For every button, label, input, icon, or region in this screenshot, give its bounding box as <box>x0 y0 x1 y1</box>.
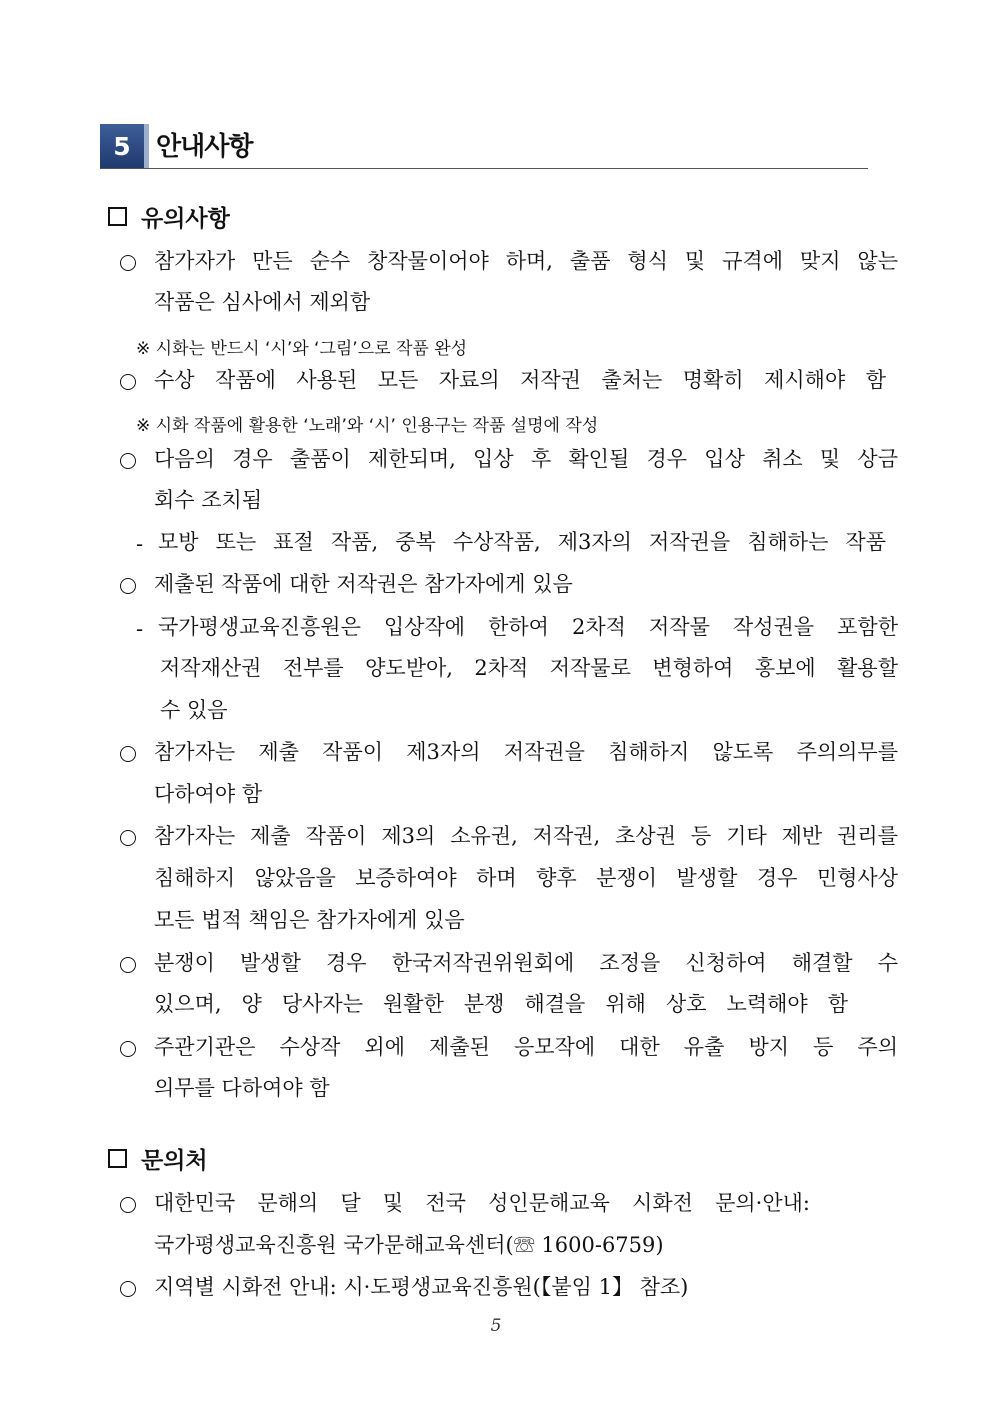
notes-b1-note: ※ 시화는 반드시 ‘시’와 ‘그림’으로 작품 완성 <box>136 339 468 359</box>
notes-b6-line3: 모든 법적 책임은 참가자에게 있음 <box>154 908 465 932</box>
notes-b3-line1: 다음의 경우 출품이 제한되며, 입상 후 확인될 경우 입상 취소 및 상금 <box>154 447 898 471</box>
notes-b1-line2: 작품은 심사에서 제외함 <box>154 290 371 314</box>
dash-marker: - <box>136 532 144 556</box>
notes-b4-line1: 제출된 작품에 대한 저작권은 참가자에게 있음 <box>154 572 573 596</box>
notes-b1-line1: 참가자가 만든 순수 창작물이어야 하며, 출품 형식 및 규격에 맞지 않는 <box>154 249 898 273</box>
checkbox-square-icon <box>108 1149 127 1168</box>
circle-bullet-icon <box>120 453 136 469</box>
section-number: 5 <box>100 124 144 168</box>
circle-bullet-icon <box>120 830 136 846</box>
notes-b5-line1: 참가자는 제출 작품이 제3자의 저작권을 침해하지 않도록 주의의무를 <box>154 740 898 764</box>
notes-b4-sub-line3: 수 있음 <box>160 698 228 722</box>
contact-c1-line1: 대한민국 문해의 달 및 전국 성인문해교육 시화전 문의·안내: <box>154 1191 810 1215</box>
notes-b7-line2: 있으며, 양 당사자는 원활한 분쟁 해결을 위해 상호 노력해야 함 <box>154 992 848 1016</box>
circle-bullet-icon <box>120 255 136 271</box>
notes-b3-sub: 모방 또는 표절 작품, 중복 수상작품, 제3자의 저작권을 침해하는 작품 <box>158 530 886 554</box>
page-number: 5 <box>490 1316 502 1336</box>
header-divider <box>100 168 868 169</box>
section-header <box>100 122 868 170</box>
notes-b4-sub-line2: 저작재산권 전부를 양도받아, 2차적 저작물로 변형하여 홍보에 활용할 <box>160 656 898 680</box>
dash-marker: - <box>136 617 144 641</box>
contact-heading <box>108 1142 208 1175</box>
section-title: 안내사항 <box>156 132 253 162</box>
notes-heading-label: 유의사항 <box>141 206 230 232</box>
notes-b5-line2: 다하여야 함 <box>154 782 263 806</box>
contact-c1-line2: 국가평생교육진흥원 국가문해교육센터(☏ 1600-6759) <box>154 1233 664 1257</box>
notes-b2-line1: 수상 작품에 사용된 모든 자료의 저작권 출처는 명확히 제시해야 함 <box>154 368 886 392</box>
circle-bullet-icon <box>120 1197 136 1213</box>
notes-b4-sub-line1: 국가평생교육진흥원은 입상작에 한하여 2차적 저작물 작성권을 포함한 <box>158 615 898 639</box>
circle-bullet-icon <box>120 374 136 390</box>
notes-b3-line2: 회수 조치됨 <box>154 488 263 512</box>
notes-b2-note: ※ 시화 작품에 활용한 ‘노래’와 ‘시’ 인용구는 작품 설명에 작성 <box>136 416 599 436</box>
circle-bullet-icon <box>120 578 136 594</box>
notes-b6-line1: 참가자는 제출 작품이 제3의 소유권, 저작권, 초상권 등 기타 제반 권리를 <box>154 824 898 848</box>
circle-bullet-icon <box>120 1041 136 1057</box>
notes-b8-line2: 의무를 다하여야 함 <box>154 1076 330 1100</box>
circle-bullet-icon <box>120 1281 136 1297</box>
contact-heading-label: 문의처 <box>141 1148 208 1174</box>
circle-bullet-icon <box>120 746 136 762</box>
circle-bullet-icon <box>120 957 136 973</box>
notes-b8-line1: 주관기관은 수상작 외에 제출된 응모작에 대한 유출 방지 등 주의 <box>154 1035 898 1059</box>
contact-c2-line1: 지역별 시화전 안내: 시·도평생교육진흥원(【붙임 1】 참조) <box>154 1275 689 1299</box>
notes-heading <box>108 200 230 233</box>
notes-b6-line2: 침해하지 않았음을 보증하여야 하며 향후 분쟁이 발생할 경우 민형사상 <box>154 866 898 890</box>
checkbox-square-icon <box>108 207 127 226</box>
notes-b7-line1: 분쟁이 발생할 경우 한국저작권위원회에 조정을 신청하여 해결할 수 <box>154 951 898 975</box>
